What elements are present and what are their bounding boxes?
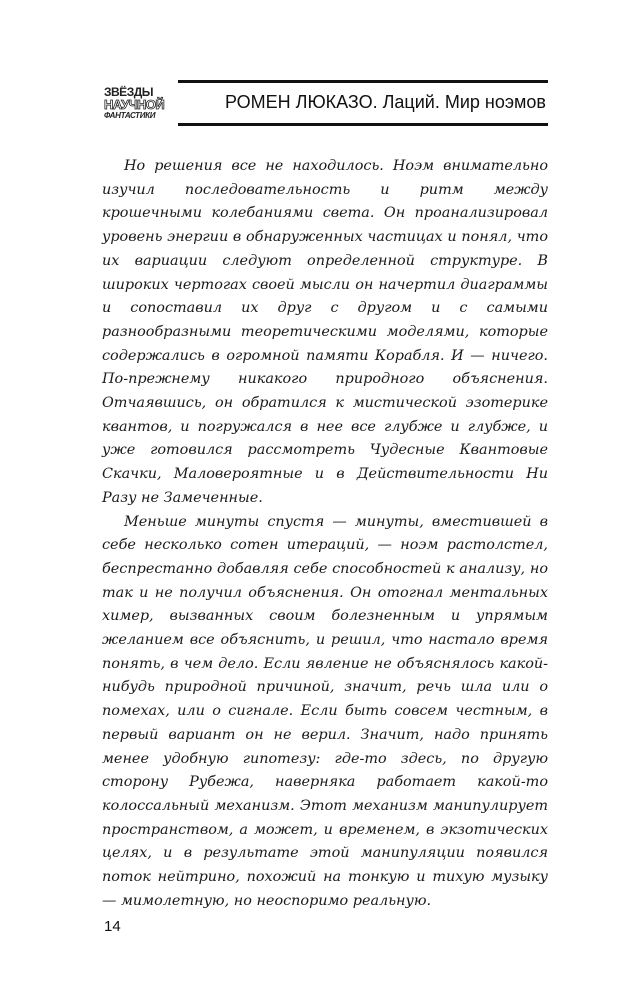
logo-line-3: ФАНТАСТИКИ	[104, 111, 156, 120]
paragraph: Меньше минуты спустя — минуты, вместившей в себе несколько сотен итераций, — ноэм растолстел, беспрестанно добавляя себе способностей к анализу, но так и не получил объяснения. Он отогнал ментальных химер, вызванных своим болезненным и упрямым желанием все объяснить, и решил, что настало время понять, в чем дело. Если явление не объяснялось какой-нибудь природной причиной, значит, речь шла или о помехах, или о сигнале. Если быть совсем честным, в первый вариант он не верил. Значит, надо принять менее удобную гипотезу: где-то здесь, по другую сторону Рубежа, наверняка работает какой-то колоссальный механизм. Этот механизм манипулирует пространством, а может, и временем, в экзотических целях, и в результате этой манипуляции появился поток нейтрино, похожий на тонкую и тихую музыку — мимолетную, но неоспоримо реальную.	[102, 513, 548, 909]
running-title: РОМЕН ЛЮКАЗО. Лаций. Мир ноэмов	[225, 92, 546, 112]
series-logo	[102, 82, 170, 124]
body-text	[102, 155, 548, 914]
paragraph: Но решения все не находилось. Ноэм внимательно изучил последовательность и ритм между крошечными колебаниями света. Он проанализировал уровень энергии в обнаруженных частицах и понял, что их вариации следуют определенной структуре. В широких чертогах своей мысли он начертил диаграммы и сопоставил их друг с другом и с самыми разнообразными теоретическими моделями, которые содержались в огромной памяти Корабля. И — ничего. По-прежнему никакого природного объяснения. Отчаявшись, он обратился к мистической эзотерике квантов, и погружался в нее все глубже и глубже, и уже готовился рассмотреть Чудесные Квантовые Скачки, Маловероятные и в Действительности Ни Разу не Замеченные.	[102, 158, 548, 506]
page-number: 14	[104, 918, 121, 935]
logo-line-1: ЗВЁЗДЫ	[104, 85, 154, 99]
header-rule-top	[178, 80, 548, 83]
logo-line-2: НАУЧНОЙ	[104, 97, 165, 112]
running-header	[102, 80, 548, 126]
header-rule-bottom	[178, 123, 548, 126]
